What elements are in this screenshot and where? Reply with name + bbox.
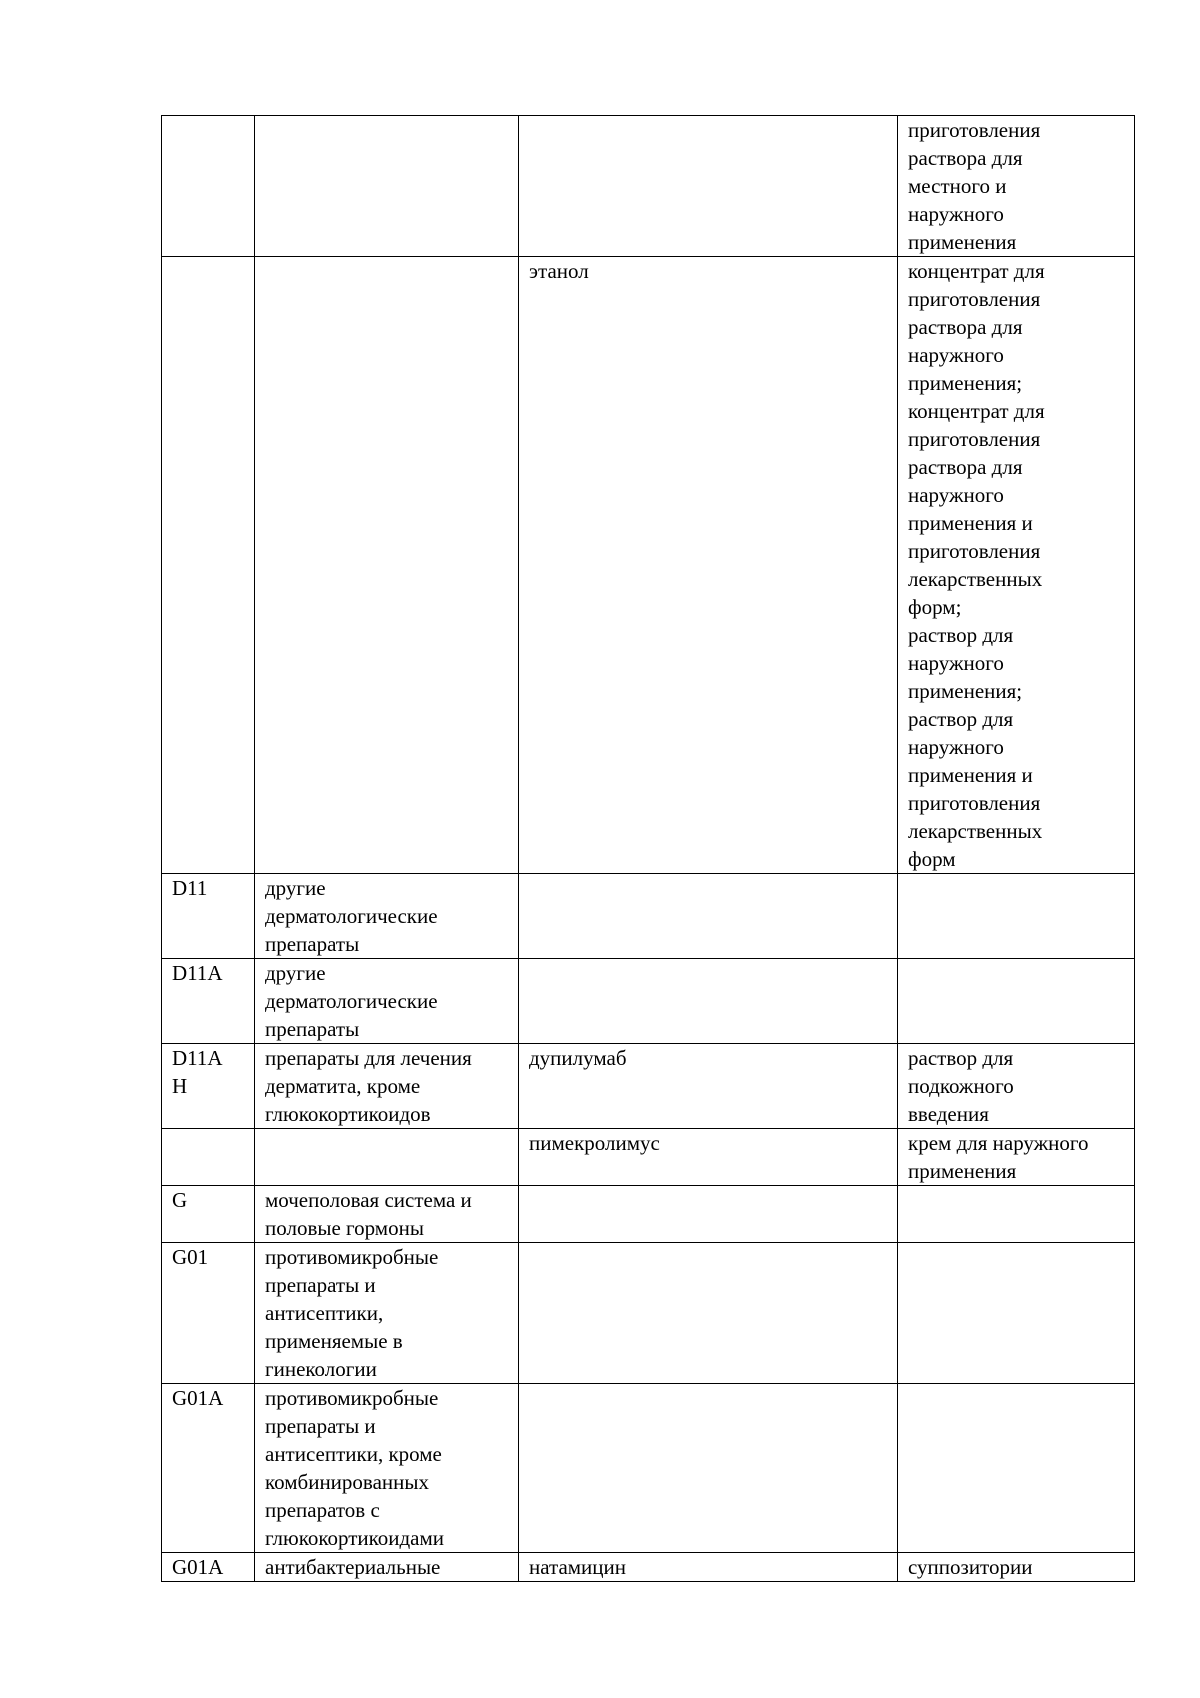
dosage-form-cell: приготовления раствора для местного и наружного применения: [898, 116, 1135, 257]
group-name-cell: [255, 116, 519, 257]
table-row: [162, 1186, 1135, 1243]
dosage-form-cell: концентрат для приготовления раствора для наружного применения; концентрат для приготовления раствора для наружного применения и приготовления лекарственных форм; раствор для наружного применения; раствор для наружного применения и приготовления лекарственных форм: [898, 257, 1135, 874]
atc-code-cell: G01A: [162, 1384, 255, 1553]
group-name-cell: противомикробные препараты и антисептики, применяемые в гинекологии: [255, 1243, 519, 1384]
atc-code-cell: D11: [162, 874, 255, 959]
atc-code-cell: D11A: [162, 959, 255, 1044]
dosage-form-cell: [898, 874, 1135, 959]
atc-code-cell: G01: [162, 1243, 255, 1384]
table-row: [162, 116, 1135, 257]
group-name-cell: противомикробные препараты и антисептики, кроме комбинированных препаратов с глюкокортикоидами: [255, 1384, 519, 1553]
dosage-form-cell: раствор для подкожного введения: [898, 1044, 1135, 1129]
dosage-form-cell: суппозитории: [898, 1553, 1135, 1582]
group-name-cell: [255, 1129, 519, 1186]
group-name-cell: антибактериальные: [255, 1553, 519, 1582]
group-name-cell: другие дерматологические препараты: [255, 874, 519, 959]
drug-name-cell: [519, 1186, 898, 1243]
table-row: [162, 959, 1135, 1044]
drug-name-cell: [519, 874, 898, 959]
group-name-cell: препараты для лечения дерматита, кроме глюкокортикоидов: [255, 1044, 519, 1129]
table-row: [162, 1384, 1135, 1553]
table-row: [162, 1243, 1135, 1384]
table-row: [162, 1129, 1135, 1186]
drug-name-cell: дупилумаб: [519, 1044, 898, 1129]
drug-name-cell: [519, 1243, 898, 1384]
drug-name-cell: [519, 116, 898, 257]
group-name-cell: другие дерматологические препараты: [255, 959, 519, 1044]
atc-code-cell: [162, 116, 255, 257]
drug-name-cell: натамицин: [519, 1553, 898, 1582]
table-row: [162, 1553, 1135, 1582]
atc-code-cell: G01A: [162, 1553, 255, 1582]
group-name-cell: [255, 257, 519, 874]
dosage-form-cell: крем для наружного применения: [898, 1129, 1135, 1186]
atc-code-cell: [162, 1129, 255, 1186]
table-row: [162, 874, 1135, 959]
atc-code-cell: [162, 257, 255, 874]
medication-table: [161, 115, 1135, 1582]
atc-code-cell: G: [162, 1186, 255, 1243]
dosage-form-cell: [898, 959, 1135, 1044]
group-name-cell: мочеполовая система и половые гормоны: [255, 1186, 519, 1243]
table-row: [162, 257, 1135, 874]
drug-name-cell: [519, 959, 898, 1044]
dosage-form-cell: [898, 1384, 1135, 1553]
drug-name-cell: этанол: [519, 257, 898, 874]
table-row: [162, 1044, 1135, 1129]
atc-code-cell: D11A H: [162, 1044, 255, 1129]
dosage-form-cell: [898, 1243, 1135, 1384]
drug-name-cell: пимекролимус: [519, 1129, 898, 1186]
dosage-form-cell: [898, 1186, 1135, 1243]
drug-name-cell: [519, 1384, 898, 1553]
